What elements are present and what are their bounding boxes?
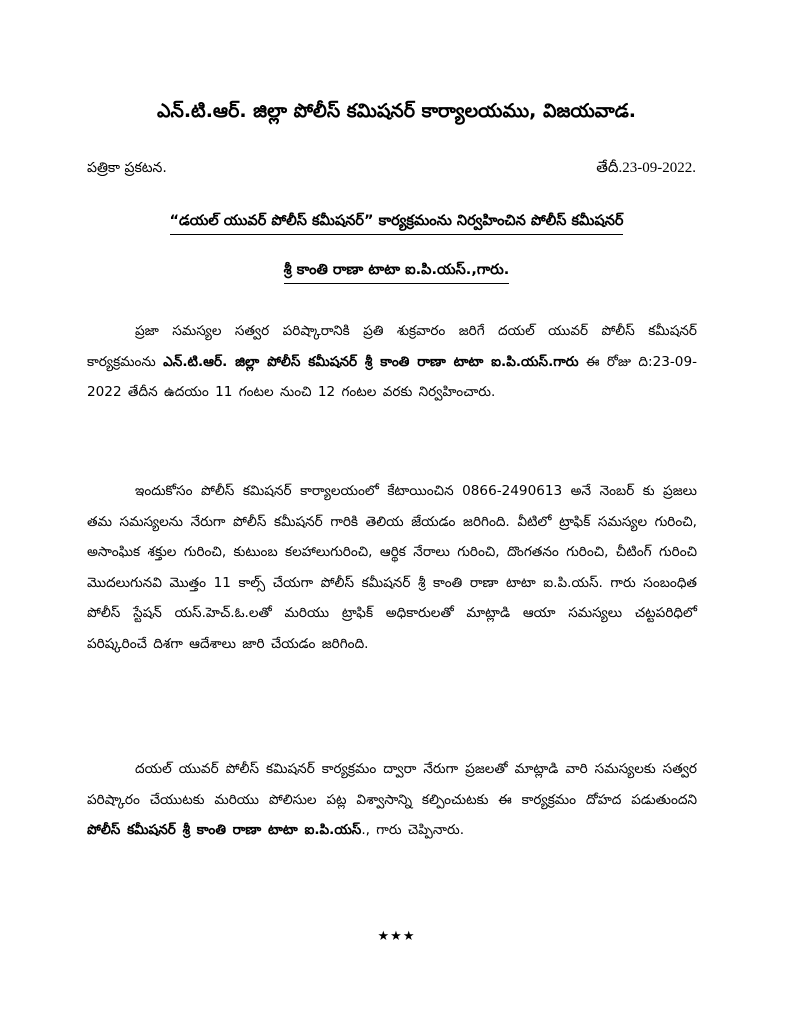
release-date: తేదీ.23-09-2022. — [596, 160, 696, 176]
paragraph-3-text-a: దయల్ యువర్ పోలీస్ కమిషనర్ కార్యక్రమం ద్వారా నేరుగా ప్రజలతో మాట్లాడి వారి సమస్యలకు సత్వర పరిష్కారం చేయుటకు మరియు పోలిసుల పట్ల విశ్వాసాన్ని కల్పించుటకు ఈ కార్యక్రమం దోహద పడుతుందని — [87, 761, 697, 808]
paragraph-3-bold: పోలీస్ కమీషనర్ శ్రీ కాంతి రాణా టాటా ఐ.పి.యస్ — [87, 822, 362, 838]
headline-line-2-text: శ్రీ కాంతి రాణా టాటా ఐ.పి.యస్.,గారు. — [284, 262, 510, 284]
paragraph-1 — [87, 316, 697, 408]
press-release-label: పత్రికా ప్రకటన. — [87, 160, 167, 176]
paragraph-3 — [87, 754, 697, 846]
headline-line-1 — [0, 213, 793, 233]
headline-line-2 — [0, 262, 793, 282]
paragraph-1-text-c: ఈ రోజు ది:23-09-2022 తేదీన ఉదయం 11 గంటల నుంచి 12 గంటల వరకు నిర్వహించారు. — [87, 353, 697, 400]
paragraph-3-text-c: ., గారు చెప్పినారు. — [361, 822, 465, 838]
office-title: ఎన్.టి.ఆర్. జిల్లా పోలీస్ కమిషనర్ కార్యాలయము, విజయవాడ. — [156, 100, 637, 122]
headline-line-1-text: “డయల్ యువర్ పోలీస్ కమీషనర్” కార్యక్రమంను నిర్వహించిన పోలీస్ కమీషనర్ — [170, 213, 624, 235]
paragraph-1-text-a: ప్రజా సమస్యల సత్వర పరిష్కారానికి ప్రతి శుక్రవారం జరిగే దయల్ యువర్ పోలీస్ కమీషనర్ కార్యక్రమంను — [87, 323, 697, 370]
paragraph-2: ఇందుకోసం పోలీస్ కమిషనర్ కార్యాలయంలో కేటాయించిన 0866-2490613 అనే నెంబర్ కు ప్రజలు తమ సమస్యలను నేరుగా పోలీస్ కమీషనర్ గారికి తెలియ జేయడం జరిగింది. వీటిలో ట్రాఫిక్ సమస్యల గురించి, అసాంఘిక శక్తుల గురించి, కుటుంబ కలహాలుగురించి, ఆర్థిక నేరాలు గురించి, దొంగతనం గురించి, చీటింగ్ గురించి మొదలుగునవి మొత్తం 11 కాల్స్ చేయగా పోలీస్ కమీషనర్ శ్రీ కాంతి రాణా టాటా ఐ.పి.యస్. గారు సంబంధిత పోలీస్ స్టేషన్ యస్.హెచ్.ఓ.లతో మరియు ట్రాఫిక్ అధికారులతో మాట్లాడి ఆయా సమస్యలు చట్టపరిధిలో పరిష్కరించే దిశగా ఆదేశాలు జారి చేయడం జరిగింది. — [87, 483, 697, 652]
paragraph-1-bold: ఎన్.టి.ఆర్. జిల్లా పోలీస్ కమీషనర్ శ్రీ కాంతి రాణా టాటా ఐ.పి.యస్.గారు — [163, 353, 579, 370]
end-stars: ★★★ — [377, 929, 416, 944]
